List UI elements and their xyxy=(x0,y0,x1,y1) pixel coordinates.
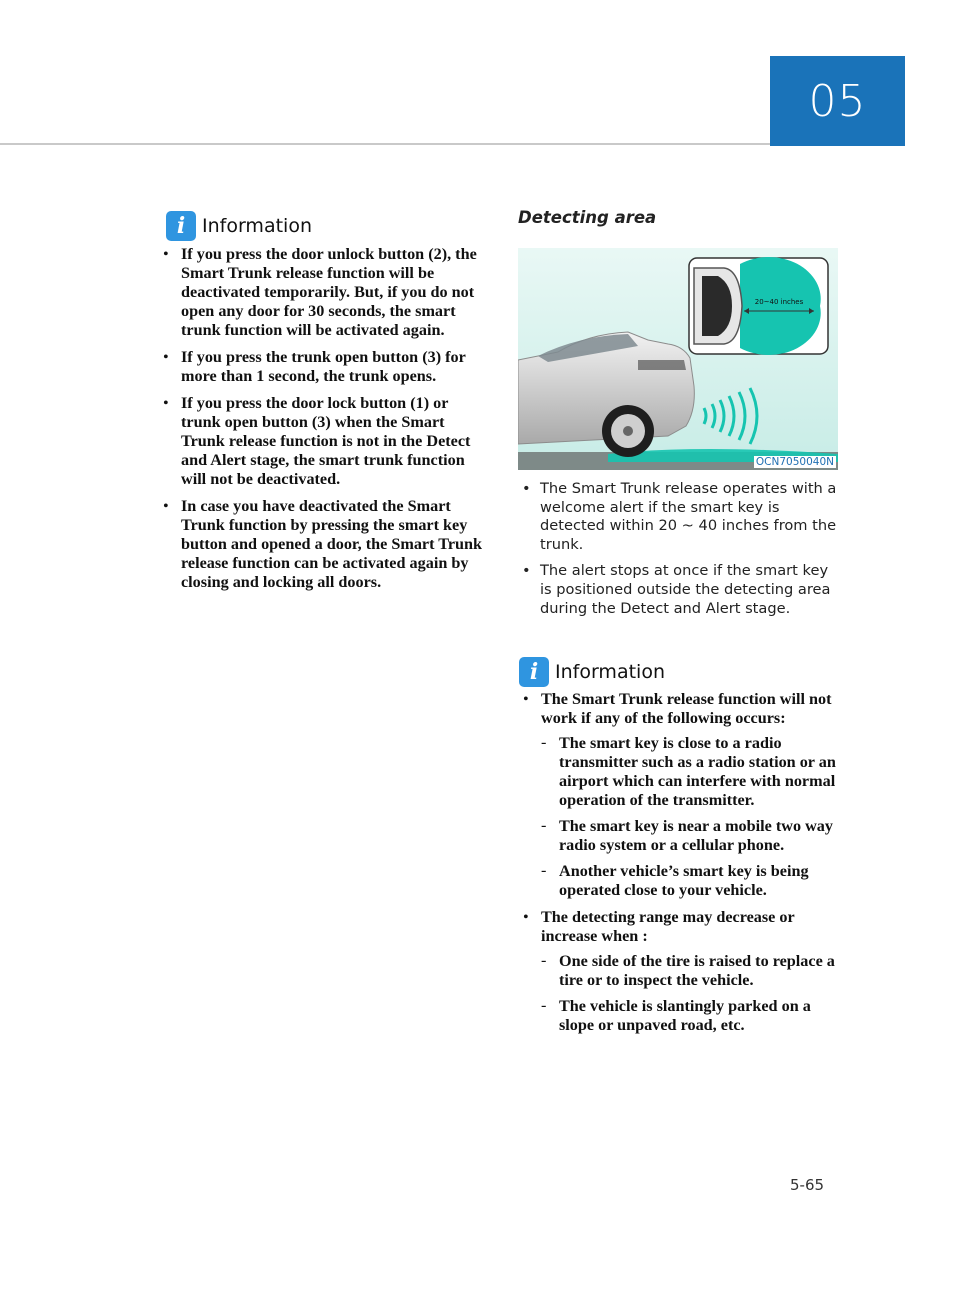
sub-list-item: - The smart key is near a mobile two way radio system or a cellular phone. xyxy=(541,817,843,855)
list-item: • The alert stops at once if the smart key is positioned outside the detecting area during the Detect and Alert stage. xyxy=(518,562,840,618)
info-icon: i xyxy=(519,657,549,687)
section-title: Detecting area xyxy=(518,208,657,227)
chapter-tab xyxy=(770,56,905,146)
inset-range-label: 20~40 inches xyxy=(754,298,804,306)
page-number: 5-65 xyxy=(790,1176,825,1194)
car-detect-illustration xyxy=(518,248,838,470)
sub-list xyxy=(541,734,843,900)
right-info-title: Information xyxy=(555,661,665,683)
sub-list-item: - Another vehicle’s smart key is being operated close to your vehicle. xyxy=(541,862,843,900)
info-icon: i xyxy=(166,211,196,241)
sub-list-item: - The smart key is close to a radio transmitter such as a radio station or an airport which can interfere with normal operation of the transmitter. xyxy=(541,734,843,810)
sub-list-item: - The vehicle is slantingly parked on a slope or unpaved road, etc. xyxy=(541,997,843,1035)
list-item: • If you press the door lock button (1) or trunk open button (3) when the Smart Trunk release function is not in the Detect and Alert stage, the smart trunk function will not be deactivated. xyxy=(155,394,485,489)
list-item xyxy=(515,690,843,900)
list-item xyxy=(515,908,843,1035)
figure-code: OCN7050040N xyxy=(755,456,834,468)
right-info-header xyxy=(519,657,665,687)
detecting-area-bullets xyxy=(518,480,840,626)
list-item-text: The detecting range may decrease or increase when : xyxy=(541,908,795,945)
sub-list-item: - One side of the tire is raised to replace a tire or to inspect the vehicle. xyxy=(541,952,843,990)
list-item: • If you press the trunk open button (3) for more than 1 second, the trunk opens. xyxy=(155,348,485,386)
right-info-list xyxy=(515,690,843,1043)
list-item: • The Smart Trunk release operates with a welcome alert if the smart key is detected within 20 ~ 40 inches from the trunk. xyxy=(518,480,840,554)
list-item: • If you press the door unlock button (2), the Smart Trunk release function will be deactivated temporarily. But, if you do not open any door for 30 seconds, the smart trunk function will be activated again. xyxy=(155,245,485,340)
header-rule xyxy=(0,143,770,145)
list-item: • In case you have deactivated the Smart Trunk function by pressing the smart key button and opened a door, the Smart Trunk release function can be activated again by closing and locking all doors. xyxy=(155,497,485,592)
list-item-text: The Smart Trunk release function will not work if any of the following occurs: xyxy=(541,690,832,727)
sub-list xyxy=(541,952,843,1035)
left-info-title: Information xyxy=(202,215,312,237)
left-info-header xyxy=(166,211,312,241)
chapter-number: 05 xyxy=(808,75,867,127)
left-info-list xyxy=(155,245,485,600)
detecting-area-figure xyxy=(518,248,838,470)
